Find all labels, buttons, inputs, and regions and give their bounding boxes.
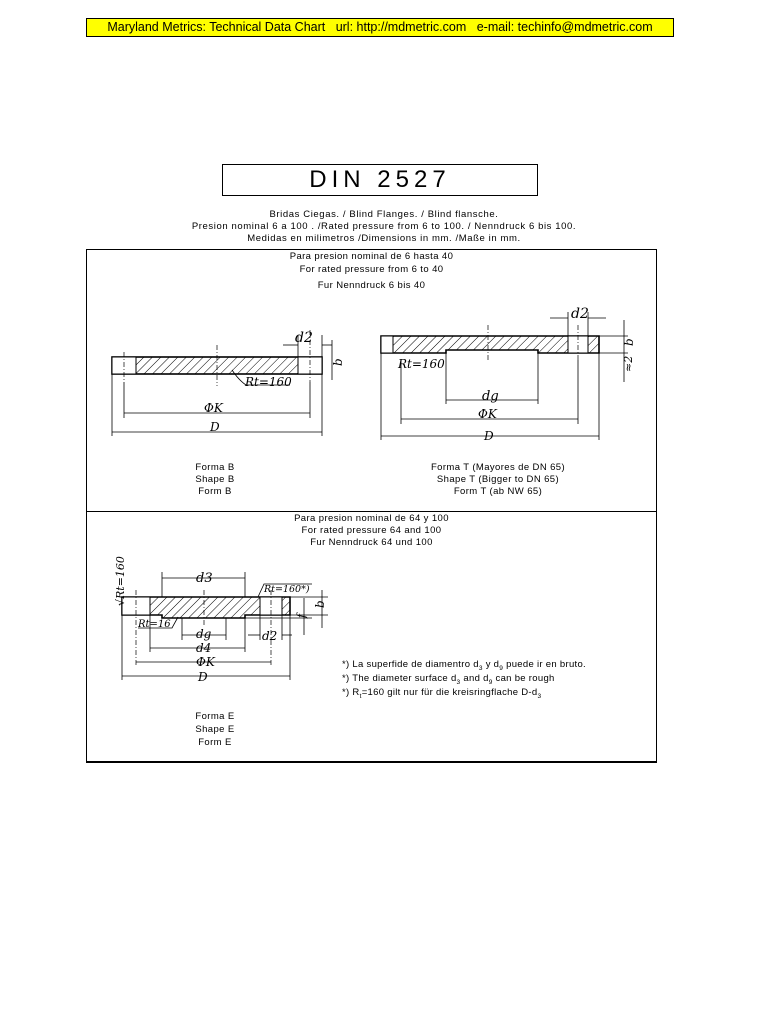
- subtitle-line-1: Bridas Ciegas. / Blind Flanges. / Blind flansche.: [269, 209, 499, 220]
- label-phik-e: ΦK: [196, 655, 215, 669]
- label-D-e: D: [198, 670, 208, 684]
- label-vrt160-e: √Rt=160: [114, 556, 127, 606]
- form-b-de: Form B: [198, 486, 232, 497]
- section2-heading-en: For rated pressure 64 and 100: [301, 525, 442, 536]
- form-e-en: Shape E: [195, 724, 235, 735]
- note-2-sub-2: 9: [488, 678, 493, 686]
- label-phik-b: ΦK: [204, 401, 223, 415]
- label-dg-t: dg: [482, 389, 499, 404]
- label-f-e: f: [295, 613, 308, 618]
- label-approx2-t: ≈2: [622, 355, 635, 372]
- label-rt160star-e: Rt=160*): [264, 584, 310, 595]
- label-b-e: b: [313, 600, 327, 608]
- section1-heading-de: Fur Nenndruck 6 bis 40: [317, 280, 426, 291]
- label-D-t: D: [484, 429, 494, 443]
- note-2-prefix: *): [342, 673, 350, 684]
- note-1-sub-2: 9: [499, 664, 504, 672]
- note-1-text-b: y d: [482, 659, 500, 670]
- note-3-sub-1: t: [359, 692, 362, 700]
- form-t-en: Shape T (Bigger to DN 65): [436, 474, 560, 485]
- label-d4-e: d4: [196, 641, 212, 655]
- note-1-prefix: *): [342, 659, 350, 670]
- form-t-de: Form T (ab NW 65): [453, 486, 543, 497]
- label-rt160-b: Rt=160: [245, 375, 292, 389]
- label-dg-e: dg: [196, 627, 212, 641]
- note-1-text-c: puede ir en bruto.: [503, 659, 586, 670]
- banner-email[interactable]: e-mail: techinfo@mdmetric.com: [476, 20, 653, 34]
- form-e-de: Form E: [198, 737, 232, 748]
- label-d2-b: d2: [295, 330, 313, 346]
- page-title: DIN 2527: [222, 164, 538, 196]
- form-b-es: Forma B: [195, 462, 235, 473]
- note-2-sub-1: 3: [456, 678, 461, 686]
- label-b-t: b: [622, 338, 636, 346]
- form-b-en: Shape B: [195, 474, 235, 485]
- label-d2-t: d2: [571, 306, 589, 322]
- banner-url[interactable]: url: http://mdmetric.com: [335, 20, 467, 34]
- banner-company: Maryland Metrics: Technical Data Chart: [107, 20, 326, 34]
- section2-heading-es: Para presion nominal de 64 y 100: [294, 513, 449, 524]
- subtitle-line-3: Medidas en milimetros /Dimensions in mm. /Maße in mm.: [247, 233, 521, 244]
- section1-heading-es: Para presion nominal de 6 hasta 40: [289, 251, 454, 262]
- note-3-prefix: *): [342, 687, 350, 698]
- form-t-es: Forma T (Mayores de DN 65): [430, 462, 566, 473]
- label-d2-e: d2: [262, 629, 278, 643]
- note-3-text-b: =160 gilt nur für die kreisringflache D-d: [361, 687, 538, 698]
- label-b-b: b: [331, 358, 345, 366]
- note-3-text-a: R: [352, 687, 360, 698]
- label-rt16-e: Rt=16: [138, 619, 171, 630]
- section2-heading-de: Fur Nenndruck 64 und 100: [310, 537, 433, 548]
- note-3: [342, 686, 541, 704]
- note-3-sub-2: 3: [537, 692, 542, 700]
- note-2-text-b: and d: [460, 673, 489, 684]
- label-phik-t: ΦK: [478, 407, 497, 421]
- section1-heading-en: For rated pressure from 6 to 40: [299, 264, 444, 275]
- label-D-b: D: [210, 420, 220, 434]
- note-2-text-c: can be rough: [492, 673, 555, 684]
- label-rt160-t: Rt=160: [398, 357, 445, 371]
- note-1-sub-1: 3: [478, 664, 483, 672]
- note-2-text-a: The diameter surface d: [352, 673, 457, 684]
- note-1-text-a: La superfide de diamentro d: [352, 659, 479, 670]
- label-d3-e: d3: [196, 571, 213, 586]
- form-e-es: Forma E: [195, 711, 235, 722]
- subtitle-line-2: Presion nominal 6 a 100 . /Rated pressure from 6 to 100. / Nenndruck 6 bis 100.: [191, 221, 577, 232]
